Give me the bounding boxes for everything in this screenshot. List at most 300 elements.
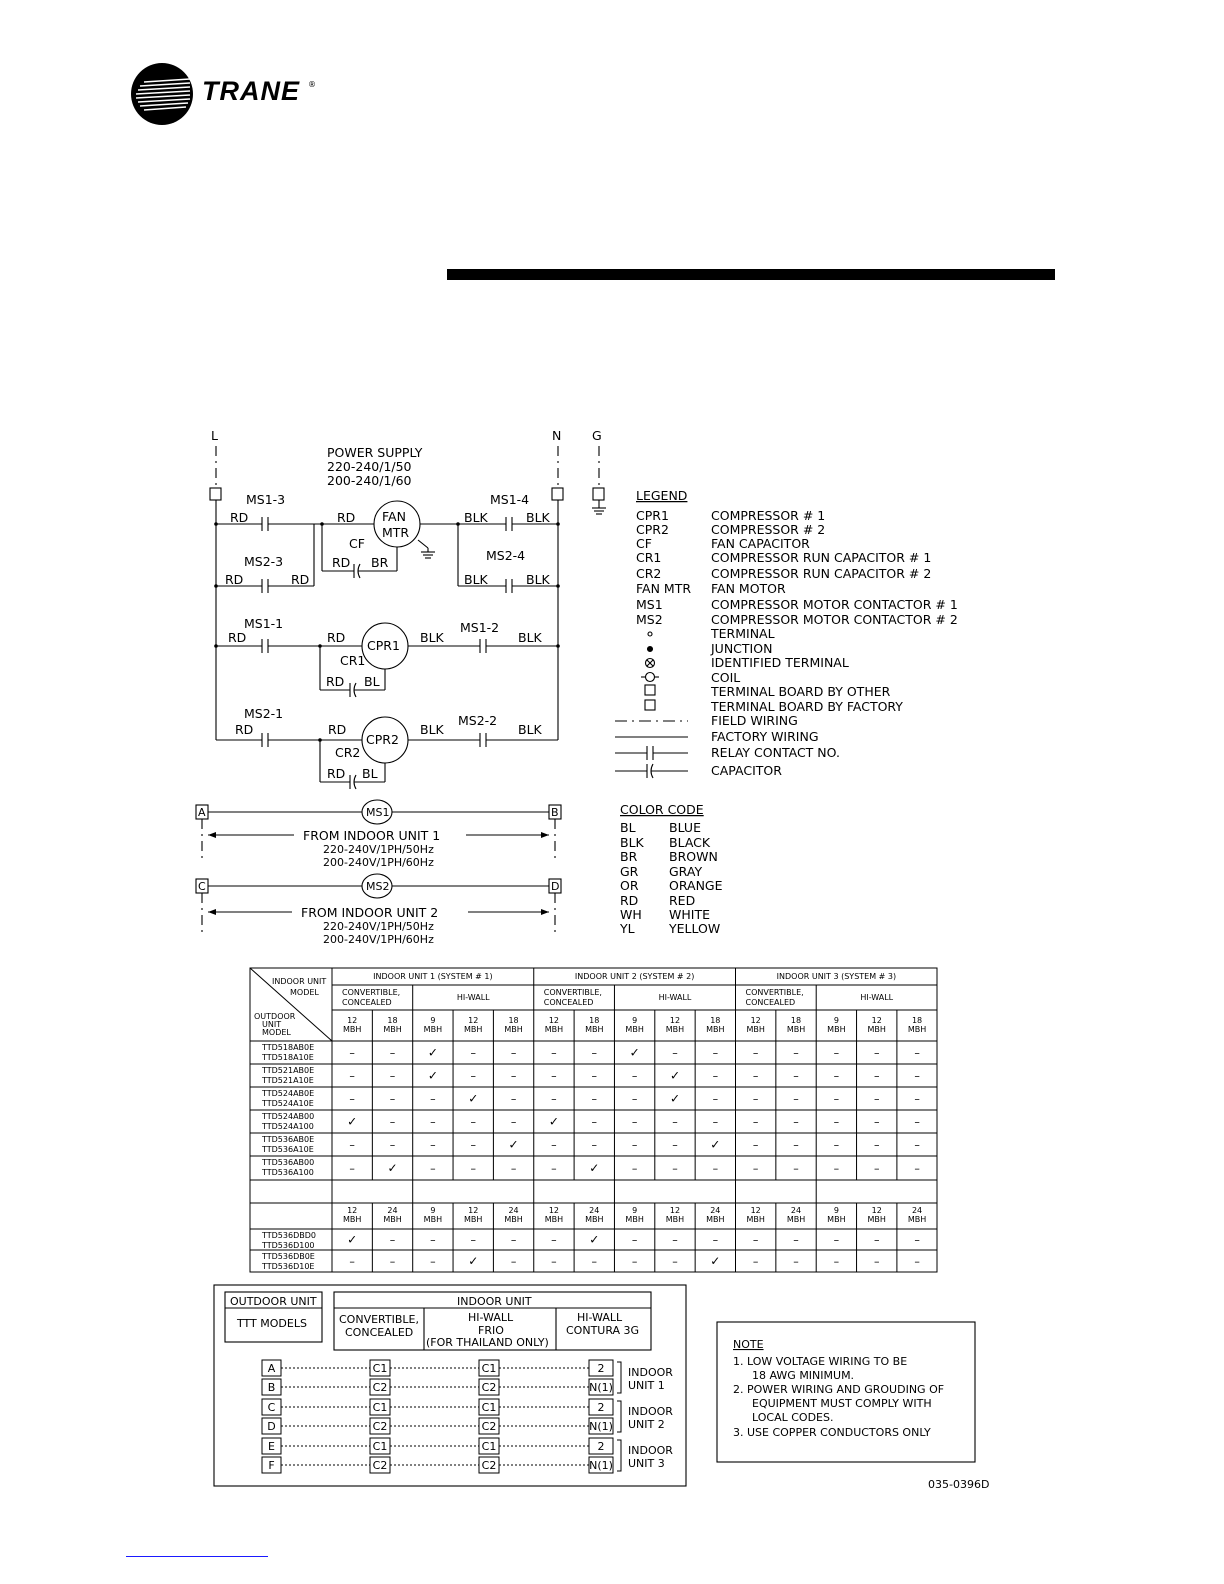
matrix-b-size-3: 12 — [468, 1206, 479, 1215]
legend-code-7: MS2 — [636, 612, 663, 627]
conn-col3-0: 2 — [597, 1362, 605, 1375]
conn-terminal-D: D — [267, 1420, 276, 1433]
matrix-a-cell-1-12: – — [833, 1069, 840, 1083]
matrix-a-cell-0-5: – — [551, 1046, 557, 1060]
matrix-a-cell-4-4: ✓ — [508, 1137, 519, 1152]
terminal-d-label: D — [551, 880, 560, 893]
matrix-a-model-2-b: TTD524A10E — [262, 1099, 314, 1108]
matrix-a-cell-2-8: ✓ — [669, 1091, 681, 1106]
matrix-a-cell-4-6: – — [591, 1138, 598, 1152]
wire-rd-1: RD — [230, 510, 249, 525]
matrix-a-cell-5-14: – — [914, 1162, 920, 1175]
wire-bl-1: BL — [364, 674, 380, 689]
matrix-a-cell-4-13: – — [873, 1138, 880, 1152]
connection-rows — [262, 1360, 673, 1473]
matrix-a-cell-0-14: – — [914, 1046, 920, 1060]
matrix-a-cell-3-9: – — [712, 1115, 719, 1129]
matrix-a-model-1-b: TTD521A10E — [262, 1076, 314, 1085]
ms2-1-label: MS2-1 — [244, 706, 284, 721]
supply-g-label: G — [592, 428, 602, 443]
color-name-0: BLUE — [669, 820, 701, 835]
wire-rd-6: RD — [228, 630, 247, 645]
matrix-a-cell-2-11: – — [793, 1092, 799, 1106]
color-name-4: ORANGE — [669, 878, 723, 893]
wire-blk-3: BLK — [464, 572, 488, 587]
matrix-conv-1-b: CONCEALED — [342, 998, 392, 1007]
from-indoor-unit-1: FROM INDOOR UNIT 1 — [303, 828, 441, 843]
legend-code-3: CR1 — [636, 550, 662, 565]
wire-blk-2: BLK — [526, 510, 550, 525]
matrix-a-cell-4-3: – — [470, 1138, 476, 1152]
matrix-b-cell-1-0: – — [349, 1255, 355, 1268]
ms1-3-label: MS1-3 — [246, 492, 286, 507]
matrix-a-cell-4-1: – — [389, 1138, 396, 1152]
matrix-b-cell-0-3: – — [470, 1233, 476, 1247]
matrix-a-size-2: 9 — [430, 1016, 436, 1025]
supply-n-label: N — [552, 428, 562, 443]
matrix-a-model-0-b: TTD518A10E — [262, 1053, 314, 1062]
matrix-conv-3-b: CONCEALED — [745, 998, 796, 1007]
color-name-5: RED — [669, 893, 696, 908]
compatibility-matrix — [250, 968, 937, 1272]
color-name-6: WHITE — [669, 907, 710, 922]
matrix-b-cell-1-8: – — [672, 1255, 678, 1268]
matrix-a-unit-1: MBH — [383, 1025, 402, 1034]
terminal-c-label: C — [198, 880, 206, 893]
matrix-a-cell-1-3: – — [470, 1069, 476, 1083]
matrix-a-cell-1-7: – — [631, 1069, 638, 1083]
ms1-1-label: MS1-1 — [244, 616, 284, 631]
matrix-corner-outdoor-1: UNIT — [262, 1020, 282, 1029]
matrix-b-unit-8: MBH — [665, 1215, 685, 1224]
conn-col1-4: C1 — [372, 1440, 388, 1453]
matrix-hiwall-2: HI-WALL — [658, 993, 692, 1002]
matrix-hiwall-1: HI-WALL — [456, 993, 490, 1002]
col3-line1: HI-WALL — [577, 1311, 623, 1324]
color-name-2: BROWN — [669, 849, 718, 864]
matrix-a-cell-4-0: – — [349, 1138, 355, 1152]
color-name-7: YELLOW — [669, 921, 721, 936]
wire-rd-7: RD — [327, 630, 346, 645]
matrix-a-cell-1-2: ✓ — [427, 1068, 438, 1083]
indoor-unit-label-3-a: INDOOR — [628, 1444, 673, 1457]
from2-v2: 200-240V/1PH/60Hz — [323, 933, 434, 946]
matrix-a-unit-11: MBH — [786, 1025, 806, 1034]
from-indoor-unit-2: FROM INDOOR UNIT 2 — [301, 905, 439, 920]
ms1-coil-label: MS1 — [366, 806, 390, 819]
matrix-a-cell-3-1: – — [389, 1115, 396, 1129]
matrix-a-cell-3-6: – — [591, 1115, 598, 1129]
matrix-a-size-0: 12 — [347, 1016, 358, 1025]
matrix-a-size-3: 12 — [468, 1016, 479, 1025]
matrix-b-unit-11: MBH — [786, 1215, 806, 1224]
matrix-b-size-8: 12 — [669, 1206, 681, 1215]
matrix-b-cell-0-12: – — [833, 1233, 840, 1247]
legend-title: LEGEND — [636, 488, 688, 503]
matrix-a-cell-0-7: ✓ — [629, 1045, 640, 1060]
matrix-a-cell-3-11: – — [793, 1115, 799, 1129]
matrix-a-cell-2-12: – — [833, 1092, 840, 1106]
matrix-a-cell-1-5: – — [551, 1069, 557, 1083]
matrix-a-model-1-a: TTD521AB0E — [262, 1066, 315, 1075]
matrix-a-cell-0-6: – — [591, 1046, 598, 1060]
ms1-4-label: MS1-4 — [490, 492, 530, 507]
matrix-a-cell-4-8: – — [672, 1138, 678, 1152]
wire-blk-1: BLK — [464, 510, 488, 525]
conn-terminal-F: F — [268, 1459, 275, 1472]
legend-desc-7: COMPRESSOR MOTOR CONTACTOR # 2 — [711, 612, 958, 627]
wire-rd-3: RD — [332, 555, 351, 570]
ms2-3-label: MS2-3 — [244, 554, 284, 569]
matrix-a-cell-4-10: – — [752, 1138, 759, 1152]
matrix-a-model-3-a: TTD524AB00 — [262, 1112, 315, 1121]
matrix-a-cell-0-4: – — [510, 1046, 517, 1060]
matrix-a-cell-4-11: – — [793, 1138, 799, 1152]
matrix-conv-1-a: CONVERTIBLE, — [342, 988, 401, 997]
matrix-b-cell-1-9: ✓ — [710, 1254, 721, 1268]
footer-link-line — [126, 1556, 268, 1557]
conn-col1-3: C2 — [372, 1420, 388, 1433]
col2-line3: (FOR THAILAND ONLY) — [426, 1336, 549, 1349]
conn-terminal-B: B — [267, 1381, 276, 1394]
conn-col1-0: C1 — [372, 1362, 388, 1375]
matrix-b-unit-10: MBH — [746, 1215, 765, 1224]
matrix-a-size-8: 12 — [669, 1016, 681, 1025]
legend-code-5: FAN MTR — [636, 581, 692, 596]
wire-blk-7: BLK — [420, 722, 444, 737]
legend-desc-2: FAN CAPACITOR — [711, 536, 810, 551]
matrix-b-cell-1-14: – — [914, 1255, 920, 1268]
matrix-a-cell-5-13: – — [873, 1162, 880, 1175]
legend-sym-desc-1: JUNCTION — [711, 641, 773, 656]
matrix-a-unit-12: MBH — [827, 1025, 846, 1034]
matrix-b-unit-5: MBH — [544, 1215, 564, 1224]
legend-sym-desc-3: COIL — [711, 670, 741, 685]
power-supply-v1: 220-240/1/50 — [327, 459, 412, 474]
matrix-b-cell-1-4: – — [510, 1255, 517, 1268]
matrix-a-cell-1-8: ✓ — [669, 1068, 681, 1083]
matrix-b-unit-4: MBH — [504, 1215, 523, 1224]
col1-line1: CONVERTIBLE, — [339, 1313, 419, 1326]
matrix-a-size-6: 18 — [589, 1016, 600, 1025]
matrix-b-cell-1-6: – — [591, 1255, 598, 1268]
matrix-a-cell-5-4: – — [510, 1162, 517, 1175]
cf-label: CF — [349, 536, 365, 551]
matrix-b-unit-6: MBH — [585, 1215, 604, 1224]
matrix-a-cell-2-5: – — [551, 1092, 557, 1106]
coil-symbol-icon — [641, 673, 659, 682]
matrix-a-cell-0-10: – — [752, 1046, 759, 1060]
matrix-a-cell-5-6: ✓ — [589, 1161, 600, 1175]
matrix-a-model-0-a: TTD518AB0E — [262, 1043, 315, 1052]
conn-col1-1: C2 — [372, 1381, 388, 1394]
color-code-0: BL — [620, 820, 636, 835]
legend-sym-desc-5: TERMINAL BOARD BY FACTORY — [711, 699, 903, 714]
matrix-b-size-0: 12 — [347, 1206, 358, 1215]
color-code-2: BR — [620, 849, 638, 864]
matrix-a-cell-0-3: – — [470, 1046, 476, 1060]
indoor-unit-label-2-b: UNIT 2 — [628, 1418, 665, 1431]
matrix-b-cell-1-7: – — [631, 1255, 638, 1268]
matrix-a-cell-1-1: – — [389, 1069, 396, 1083]
matrix-b-size-1: 24 — [387, 1206, 398, 1215]
color-code-6: WH — [620, 907, 642, 922]
cpr1-label: CPR1 — [367, 638, 400, 653]
matrix-b-model-0-b: TTD536D100 — [262, 1241, 315, 1250]
matrix-b-model-1-b: TTD536D10E — [262, 1262, 315, 1271]
matrix-b-cell-1-3: ✓ — [468, 1254, 479, 1268]
matrix-b-unit-12: MBH — [827, 1215, 846, 1224]
matrix-a-unit-9: MBH — [706, 1025, 725, 1034]
trane-wordmark: TRANE — [202, 76, 300, 106]
wire-br: BR — [371, 555, 389, 570]
power-supply-title: POWER SUPPLY — [327, 445, 423, 460]
matrix-system-1: INDOOR UNIT 1 (SYSTEM # 1) — [373, 972, 493, 981]
matrix-b-cell-0-8: – — [672, 1233, 678, 1247]
matrix-b-size-7: 9 — [632, 1206, 638, 1215]
matrix-a-cell-1-10: – — [752, 1069, 759, 1083]
matrix-a-cell-0-1: – — [389, 1046, 396, 1060]
wire-rd-11: RD — [327, 766, 346, 781]
matrix-conv-2-b: CONCEALED — [543, 998, 594, 1007]
matrix-b-cell-1-1: – — [389, 1255, 396, 1268]
matrix-conv-2-a: CONVERTIBLE, — [543, 988, 602, 997]
conn-terminal-A: A — [267, 1362, 276, 1375]
matrix-b-cell-0-0: ✓ — [347, 1232, 358, 1247]
conn-col2-3: C2 — [481, 1420, 497, 1433]
cr1-label: CR1 — [340, 653, 366, 668]
matrix-b-cell-0-7: – — [631, 1233, 638, 1247]
matrix-b-cell-1-12: – — [833, 1255, 840, 1268]
matrix-a-cell-0-8: – — [672, 1046, 678, 1060]
legend-sym-desc-8: RELAY CONTACT NO. — [711, 745, 840, 760]
matrix-a-cell-1-13: – — [873, 1069, 880, 1083]
from2-v1: 220-240V/1PH/50Hz — [323, 920, 434, 933]
matrix-b-unit-3: MBH — [464, 1215, 483, 1224]
matrix-b-cell-1-5: – — [551, 1255, 557, 1268]
matrix-a-cell-4-14: – — [914, 1138, 920, 1152]
conn-col2-0: C1 — [481, 1362, 497, 1375]
junction-symbol-icon — [648, 647, 653, 652]
matrix-b-size-6: 24 — [589, 1206, 600, 1215]
matrix-b-cell-0-2: – — [430, 1233, 436, 1247]
matrix-b-unit-1: MBH — [383, 1215, 402, 1224]
matrix-a-size-11: 18 — [790, 1016, 802, 1025]
matrix-b-cell-1-13: – — [873, 1255, 880, 1268]
matrix-b-unit-7: MBH — [625, 1215, 644, 1224]
matrix-a-unit-10: MBH — [746, 1025, 765, 1034]
matrix-corner-outdoor-2: MODEL — [262, 1028, 291, 1037]
matrix-a-model-5-b: TTD536A100 — [262, 1168, 314, 1177]
matrix-system-3: INDOOR UNIT 3 (SYSTEM # 3) — [776, 972, 897, 981]
terminal-b-label: B — [551, 806, 559, 819]
color-code-title: COLOR CODE — [620, 802, 704, 817]
matrix-b-unit-14: MBH — [907, 1215, 927, 1224]
power-supply-v2: 200-240/1/60 — [327, 473, 412, 488]
from1-v2: 200-240V/1PH/60Hz — [323, 856, 434, 869]
matrix-a-cell-3-4: – — [510, 1115, 517, 1129]
note-line-2: 2. POWER WIRING AND GROUDING OF — [733, 1383, 945, 1396]
matrix-hiwall-3: HI-WALL — [860, 993, 894, 1002]
matrix-a-cell-5-9: – — [712, 1162, 719, 1175]
matrix-a-unit-4: MBH — [504, 1025, 523, 1034]
color-name-3: GRAY — [669, 864, 703, 879]
matrix-a-size-10: 12 — [750, 1016, 761, 1025]
matrix-a-cell-0-13: – — [873, 1046, 880, 1060]
indoor-unit-label-1-b: UNIT 1 — [628, 1379, 665, 1392]
matrix-b-size-2: 9 — [430, 1206, 436, 1215]
matrix-b-cell-0-10: – — [752, 1233, 759, 1247]
matrix-a-cell-2-0: – — [349, 1092, 355, 1106]
matrix-a-cell-5-5: – — [551, 1162, 557, 1175]
matrix-a-cell-2-6: – — [591, 1092, 598, 1106]
conn-terminal-C: C — [267, 1401, 276, 1414]
legend-code-6: MS1 — [636, 597, 663, 612]
matrix-a-cell-2-4: – — [510, 1092, 517, 1106]
from1-v1: 220-240V/1PH/50Hz — [323, 843, 434, 856]
wire-rd-10: RD — [328, 722, 347, 737]
matrix-b-cell-0-9: – — [712, 1233, 719, 1247]
color-code-7: YL — [620, 921, 635, 936]
matrix-a-cell-3-8: – — [672, 1115, 678, 1129]
matrix-b-size-12: 9 — [833, 1206, 839, 1215]
outdoor-unit-header: OUTDOOR UNIT — [230, 1295, 317, 1308]
matrix-b-size-9: 24 — [710, 1206, 721, 1215]
conn-col1-2: C1 — [372, 1401, 388, 1414]
matrix-a-cell-1-0: – — [349, 1069, 355, 1083]
legend-sym-desc-7: FACTORY WIRING — [711, 729, 819, 744]
matrix-a-cell-4-7: – — [631, 1138, 638, 1152]
matrix-a-unit-13: MBH — [867, 1025, 886, 1034]
matrix-a-cell-0-9: – — [712, 1046, 719, 1060]
matrix-a-cell-1-11: – — [793, 1069, 799, 1083]
matrix-a-cell-5-8: – — [672, 1162, 678, 1175]
matrix-a-cell-3-12: – — [833, 1115, 840, 1129]
matrix-a-size-14: 18 — [911, 1016, 923, 1025]
matrix-conv-3-a: CONVERTIBLE, — [745, 988, 804, 997]
note-line-0: 1. LOW VOLTAGE WIRING TO BE — [733, 1355, 908, 1368]
matrix-a-unit-8: MBH — [665, 1025, 685, 1034]
matrix-b-cell-1-2: – — [430, 1255, 436, 1268]
matrix-b-model-0-a: TTD536DBD0 — [262, 1231, 316, 1240]
note-line-3: EQUIPMENT MUST COMPLY WITH — [752, 1397, 932, 1410]
legend-sym-desc-4: TERMINAL BOARD BY OTHER — [711, 684, 891, 699]
matrix-a-cell-5-12: – — [833, 1162, 840, 1175]
color-code-5: RD — [620, 893, 639, 908]
ms2-coil-label: MS2 — [366, 880, 390, 893]
indoor-unit-label-1-a: INDOOR — [628, 1366, 673, 1379]
wire-bl-2: BL — [362, 766, 378, 781]
cpr2-label: CPR2 — [366, 732, 399, 747]
matrix-a-cell-2-3: ✓ — [468, 1091, 479, 1106]
capacitor-symbol-icon — [615, 764, 688, 778]
matrix-a-unit-2: MBH — [423, 1025, 443, 1034]
matrix-a-cell-0-0: – — [349, 1046, 355, 1060]
legend-code-0: CPR1 — [636, 508, 669, 523]
matrix-a-cell-2-2: – — [430, 1092, 436, 1106]
ttt-models-label: TTT MODELS — [237, 1317, 307, 1330]
matrix-a-cell-5-10: – — [752, 1162, 759, 1175]
matrix-a-cell-5-0: – — [349, 1162, 355, 1175]
matrix-b-cell-0-4: – — [510, 1233, 517, 1247]
conn-col2-4: C1 — [481, 1440, 497, 1453]
matrix-a-cell-3-13: – — [873, 1115, 880, 1129]
indoor-unit-label-2-a: INDOOR — [628, 1405, 673, 1418]
matrix-a-cell-4-12: – — [833, 1138, 840, 1152]
conn-col2-1: C2 — [481, 1381, 497, 1394]
indoor-unit-label-3-b: UNIT 3 — [628, 1457, 665, 1470]
matrix-a-cell-2-9: – — [712, 1092, 719, 1106]
matrix-a-model-4-a: TTD536AB0E — [262, 1135, 315, 1144]
cr2-label: CR2 — [335, 745, 361, 760]
wire-blk-8: BLK — [518, 722, 542, 737]
matrix-b-size-5: 12 — [548, 1206, 560, 1215]
matrix-b-unit-13: MBH — [867, 1215, 886, 1224]
col3-line2: CONTURA 3G — [566, 1324, 640, 1337]
matrix-a-size-1: 18 — [387, 1016, 398, 1025]
matrix-b-model-1-a: TTD536DB0E — [262, 1252, 315, 1261]
identified-terminal-icon — [646, 659, 655, 668]
terminal-board-factory-icon — [645, 700, 655, 710]
wire-rd-5: RD — [291, 572, 310, 587]
matrix-b-cell-1-11: – — [793, 1255, 799, 1268]
matrix-b-size-11: 24 — [790, 1206, 802, 1215]
drawing-number: 035-0396D — [928, 1478, 990, 1491]
matrix-b-size-13: 12 — [871, 1206, 882, 1215]
conn-col3-5: N(1) — [589, 1459, 613, 1472]
matrix-a-size-9: 18 — [710, 1016, 721, 1025]
matrix-a-cell-3-14: – — [914, 1115, 920, 1129]
matrix-corner-model: MODEL — [290, 988, 319, 997]
matrix-a-cell-1-14: – — [914, 1069, 920, 1083]
legend-desc-6: COMPRESSOR MOTOR CONTACTOR # 1 — [711, 597, 958, 612]
matrix-a-cell-0-12: – — [833, 1046, 840, 1060]
conn-col3-3: N(1) — [589, 1420, 613, 1433]
legend-sym-desc-2: IDENTIFIED TERMINAL — [711, 655, 849, 670]
color-code-4: OR — [620, 878, 639, 893]
matrix-a-cell-3-7: – — [631, 1115, 638, 1129]
matrix-b-cell-0-6: ✓ — [589, 1232, 600, 1247]
legend-sym-desc-6: FIELD WIRING — [711, 713, 798, 728]
matrix-b-cell-0-11: – — [793, 1233, 799, 1247]
conn-col3-2: 2 — [597, 1401, 605, 1414]
wire-blk-5: BLK — [420, 630, 444, 645]
color-code-3: GR — [620, 864, 639, 879]
matrix-a-unit-0: MBH — [342, 1025, 362, 1034]
matrix-b-size-4: 24 — [508, 1206, 519, 1215]
conn-col2-2: C1 — [481, 1401, 497, 1414]
matrix-a-unit-6: MBH — [585, 1025, 604, 1034]
col1-line2: CONCEALED — [345, 1326, 414, 1339]
matrix-a-cell-1-4: – — [510, 1069, 517, 1083]
legend-code-1: CPR2 — [636, 522, 669, 537]
legend-desc-5: FAN MOTOR — [711, 581, 786, 596]
matrix-a-cell-5-3: – — [470, 1162, 476, 1175]
matrix-a-model-5-a: TTD536AB00 — [262, 1158, 315, 1167]
matrix-b-cell-0-1: – — [389, 1233, 396, 1247]
wire-rd-2: RD — [337, 510, 356, 525]
matrix-a-cell-3-2: – — [430, 1115, 436, 1129]
matrix-corner-outdoor-0: OUTDOOR — [254, 1012, 296, 1021]
matrix-a-size-13: 12 — [871, 1016, 882, 1025]
matrix-a-cell-3-10: – — [752, 1115, 759, 1129]
matrix-a-cell-2-13: – — [873, 1092, 880, 1106]
conn-col3-4: 2 — [597, 1440, 605, 1453]
matrix-a-size-12: 9 — [833, 1016, 839, 1025]
conn-col3-1: N(1) — [589, 1381, 613, 1394]
matrix-b-cell-0-14: – — [914, 1233, 920, 1247]
legend-desc-1: COMPRESSOR # 2 — [711, 522, 826, 537]
